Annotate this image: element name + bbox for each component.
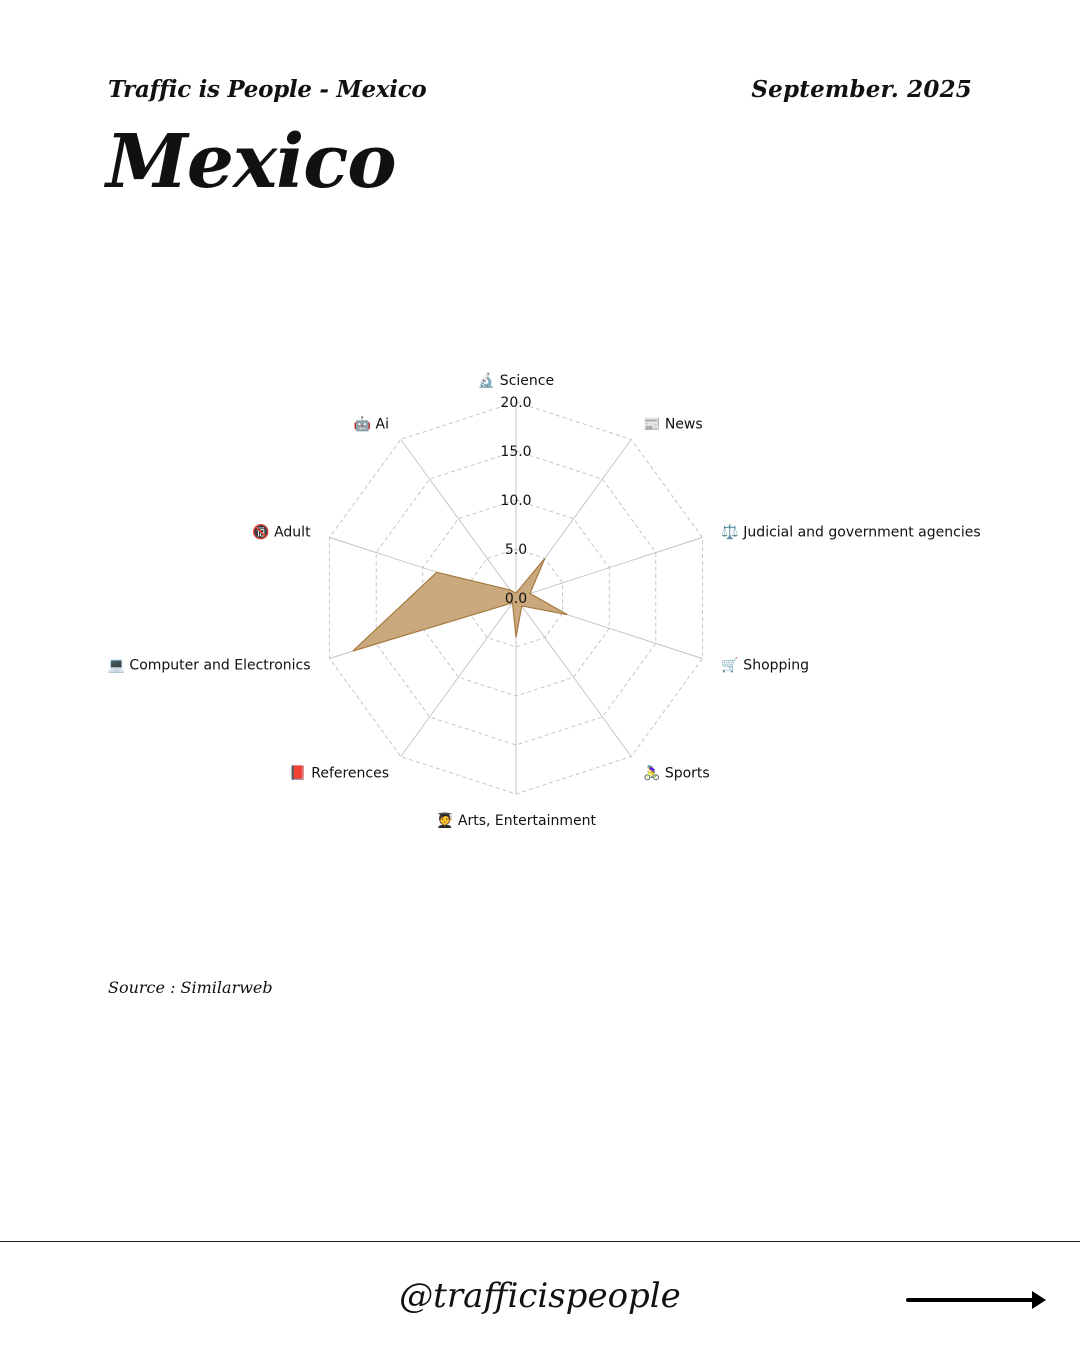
category-label: 🤖 Ai xyxy=(353,416,390,433)
category-label: 🔬 Science xyxy=(477,373,555,389)
radar-series xyxy=(353,558,568,651)
category-labels xyxy=(108,371,981,829)
series-area-0 xyxy=(353,558,567,651)
grid-spoke xyxy=(401,439,516,598)
category-label: 💻 Computer and Electronics xyxy=(107,657,311,674)
tick-label: 10.0 xyxy=(500,493,532,509)
social-handle: @trafficispeople xyxy=(399,1276,681,1316)
tick-label: 0.0 xyxy=(504,591,528,607)
category-label: 🧑‍🎓 Arts, Entertainment xyxy=(436,813,596,829)
category-label: 🔞 Adult xyxy=(252,524,311,541)
source-note: Source : Similarweb xyxy=(108,978,273,997)
date-label: September. 2025 xyxy=(751,76,972,103)
category-label: ⚖️ Judicial and government agencies xyxy=(721,524,981,541)
category-label: 📕 References xyxy=(289,765,390,782)
category-label: 📰 News xyxy=(642,416,703,433)
arrow-right-icon[interactable] xyxy=(906,1287,1048,1313)
series-title: Traffic is People - Mexico xyxy=(108,76,427,103)
tick-label: 5.0 xyxy=(504,542,528,558)
category-label: 🚴‍♀️ Sports xyxy=(642,765,710,782)
tick-label: 15.0 xyxy=(500,444,532,460)
footer-divider xyxy=(0,1241,1080,1242)
grid-spoke xyxy=(516,598,631,757)
page-title: Mexico xyxy=(106,119,396,205)
radar-chart xyxy=(0,330,1080,850)
category-label: 🛒 Shopping xyxy=(721,657,810,674)
tick-label: 20.0 xyxy=(500,395,532,411)
